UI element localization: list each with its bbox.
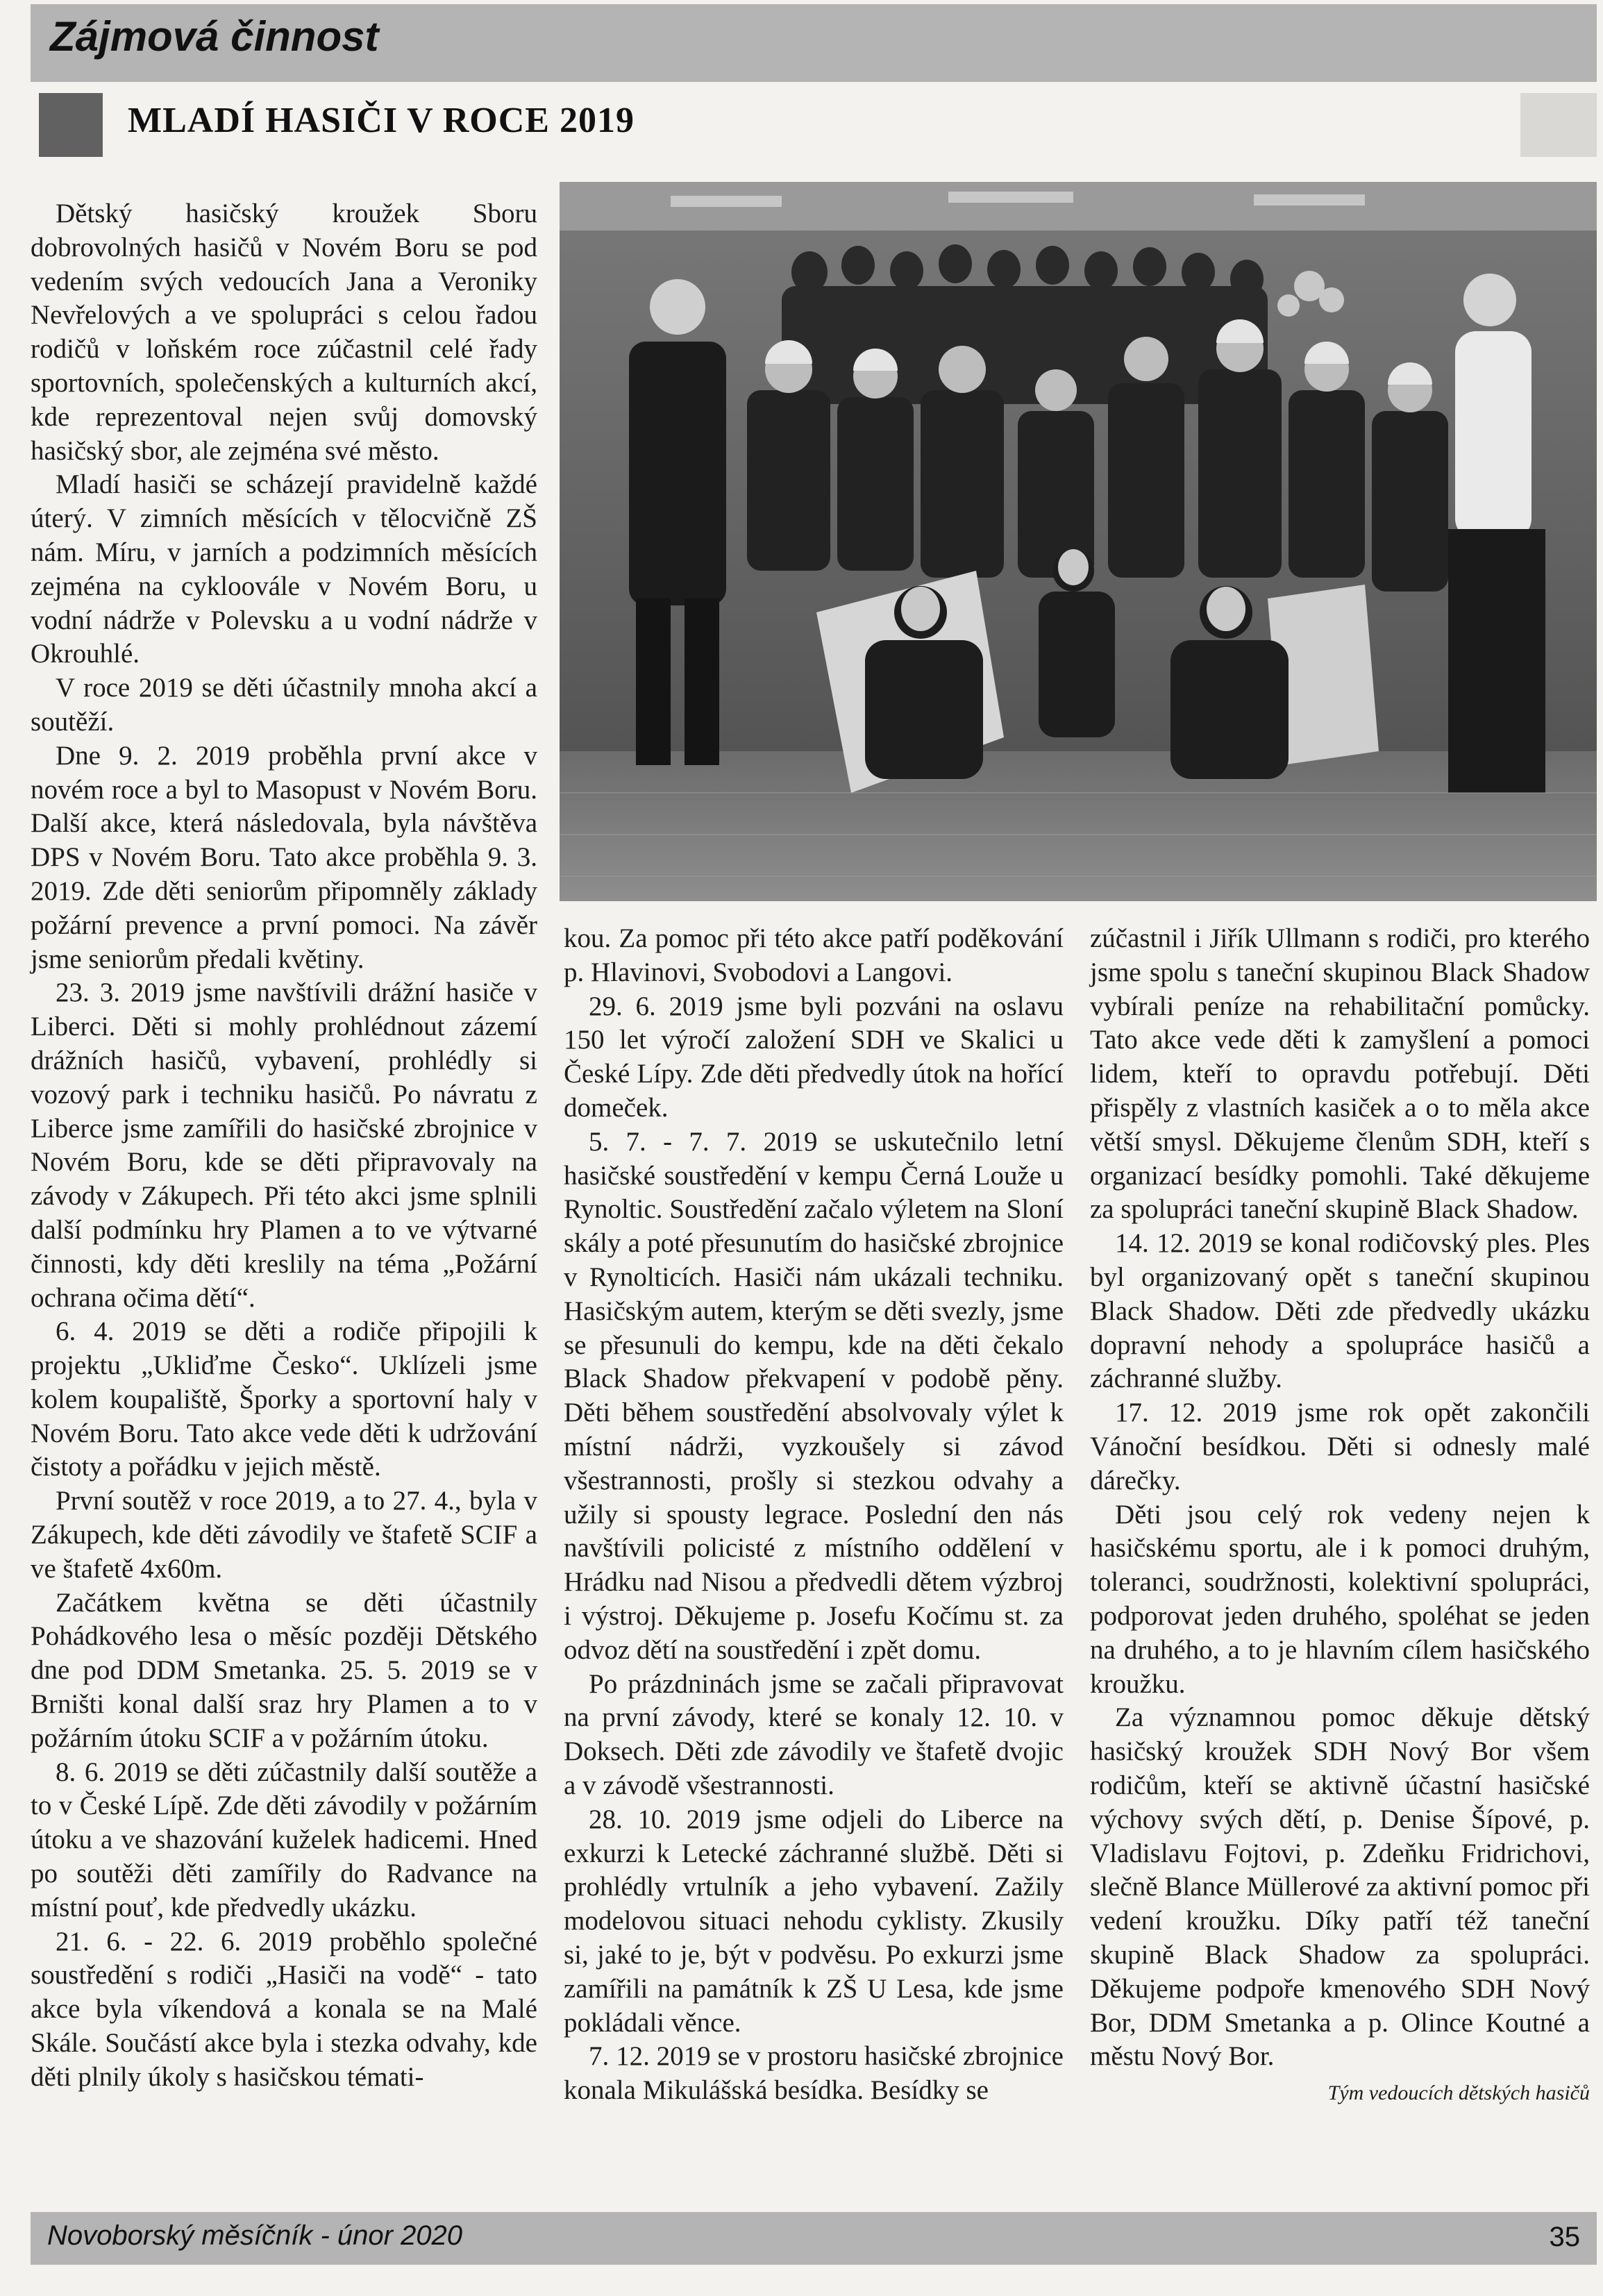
paragraph: Začátkem května se děti účastnily Pohádkového lesa o měsíc později Dětského dne pod DDM Smetanka. 25. 5. 2019 se v Brništi konal další sraz hry Plamen a to v požárním útoku SCIF a v požárním útoku. bbox=[31, 1587, 537, 1753]
paragraph: Děti jsou celý rok vedeny nejen k hasičskému sportu, ale i k pomoci druhým, toleranci, soudržnosti, kolektivní spolupráci, podporovat jeden druhého, spoléhat se jeden na druhého, a to je hlavním cílem hasičského kroužku. bbox=[1090, 1499, 1590, 1699]
group-photo bbox=[560, 182, 1597, 901]
paragraph: V roce 2019 se děti účastnily mnoha akcí a soutěží. bbox=[31, 673, 537, 737]
bleed-through-block bbox=[1520, 93, 1597, 157]
text-column-3 bbox=[1090, 922, 1590, 2144]
paragraph: 17. 12. 2019 jsme rok opět zakončili Vánoční besídkou. Děti si odnesly malé dárečky. bbox=[1090, 1398, 1590, 1495]
paragraph: Za významnou pomoc děkuje dětský hasičský kroužek SDH Nový Bor všem rodičům, kteří se aktivně účastní hasičské výchovy svých dětí, p. Denise Šípové, p. Vladislavu Fojtovi, p. Zdeňku Fridrichovi, slečně Blance Müllerové za aktivní pomoc při vedení kroužku. Díky patří též taneční skupině Black Shadow za spolupráci. Děkujeme podpoře kmenového SDH Nový Bor, DDM Smetanka a p. Olince Koutné a městu Nový Bor. bbox=[1090, 1702, 1590, 2072]
paragraph: Dne 9. 2. 2019 proběhla první akce v novém roce a byl to Masopust v Novém Boru. Další akce, která následovala, byla návštěva DPS v Novém Boru. Tato akce proběhla 9. 3. 2019. Zde děti seniorům připomněly základy požární prevence a první pomoci. Na závěr jsme seniorům předali květiny. bbox=[31, 740, 537, 974]
section-header bbox=[31, 4, 1597, 82]
paragraph: 6. 4. 2019 se děti a rodiče připojili k projektu „Ukliďme Česko“. Uklízeli jsme kolem koupaliště, Šporky a sportovní haly v Novém Boru. Tato akce vede děti k udržování čistoty a pořádku v jejich městě. bbox=[31, 1316, 537, 1482]
paragraph: 23. 3. 2019 jsme navštívili drážní hasiče v Liberci. Děti si mohly prohlédnout zázemí drážních hasičů, vybavení, prohlédly si vozový park i techniku hasičů. Po návratu z Liberce jsme zamířili do hasičské zbrojnice v Novém Boru, kde se děti připravovaly na závody v Zákupech. Při této akci jsme splnili další podmínku hry Plamen a to ve výtvarné činnosti, kdy děti kreslily na téma „Požární ochrana očima dětí“. bbox=[31, 978, 537, 1313]
paragraph: První soutěž v roce 2019, a to 27. 4., byla v Zákupech, kde děti závodily ve štafetě SCIF a ve štafetě 4x60m. bbox=[31, 1486, 537, 1584]
paragraph: 8. 6. 2019 se děti zúčastnily další soutěže a to v České Lípě. Zde děti závodily v požárním útoku a ve shazování kuželek hadicemi. Hned po soutěži děti zamířily do Radvance na místní pouť, kde předvedly ukázku. bbox=[31, 1757, 537, 1922]
paragraph: kou. Za pomoc při této akce patří poděkování p. Hlavinovi, Svobodovi a Langovi. bbox=[564, 923, 1064, 987]
page-number: 35 bbox=[1549, 2222, 1580, 2252]
paragraph: Po prázdninách jsme se začali připravovat na první závody, které se konaly 12. 10. v Doksech. Děti zde závodily ve štafetě dvojic a v závodě všestrannosti. bbox=[564, 1668, 1064, 1800]
paragraph: 14. 12. 2019 se konal rodičovský ples. Ples byl organizovaný opět s taneční skupinou Black Shadow. Děti zde předvedly ukázku dopravní nehody a spolupráce hasičů a záchranné služby. bbox=[1090, 1228, 1590, 1394]
paragraph: 5. 7. - 7. 7. 2019 se uskutečnilo letní hasičské soustředění v kempu Černá Louže u Rynoltic. Soustředění začalo výletem na Sloní skály a poté přesunutím do hasičské zbrojnice v Rynolticích. Hasiči nám ukázali techniku. Hasičským autem, kterým se děti svezly, jsme se přesunuli do kempu, kde na děti čekalo Black Shadow překvapení v podobě pěny. Děti během soustředění absolvovaly výlet k místní nádrži, vyzkoušely si závod všestrannosti, prošly si stezkou odvahy a užily si spousty legrace. Poslední den nás navštívili policisté z místního oddělení v Hrádku nad Nisou a předvedli dětem výzbroj i výstroj. Děkujeme p. Josefu Kočímu st. za odvoz dětí na soustředění i zpět domu. bbox=[564, 1126, 1064, 1665]
title-marker bbox=[39, 93, 103, 157]
paragraph: 29. 6. 2019 jsme byli pozváni na oslavu 150 let výročí založení SDH ve Skalici u České Lípy. Zde děti předvedly útok na hořící domeček. bbox=[564, 991, 1064, 1123]
paragraph: 7. 12. 2019 se v prostoru hasičské zbrojnice konala Mikulášská besídka. Besídky se bbox=[564, 2041, 1064, 2106]
paragraph: Mladí hasiči se scházejí pravidelně každé úterý. V zimních měsících v tělocvičně ZŠ nám. Míru, v jarních a podzimních měsících zejména na cykloovále v Novém Boru, u vodní nádrže v Polevsku a u vodní nádrže v Okrouhlé. bbox=[31, 469, 537, 669]
paragraph: 21. 6. - 22. 6. 2019 proběhlo společné soustředění s rodiči „Hasiči na vodě“ - tato akce byla víkendová a konala se na Malé Skále. Součástí akce byla i stezka odvahy, kde děti plnily úkoly s hasičskou témati- bbox=[31, 1926, 537, 2092]
magazine-issue: Novoborský měsíčník - únor 2020 bbox=[47, 2220, 463, 2251]
page-footer bbox=[31, 2212, 1597, 2265]
section-title: Zájmová činnost bbox=[50, 13, 379, 60]
paragraph: zúčastnil i Jiřík Ullmann s rodiči, pro kterého jsme spolu s taneční skupinou Black Shadow vybírali peníze na rehabilitační pomůcky. Tato akce vede děti k zamyšlení a pomoci lidem, kteří to opravdu potřebují. Děti přispěly z vlastních kasiček a o to měla akce větší smysl. Děkujeme členům SDH, kteří s organizací besídky pomohli. Také děkujeme za spolupráci taneční skupině Black Shadow. bbox=[1090, 923, 1590, 1225]
text-column-2 bbox=[564, 922, 1064, 2144]
article-signature: Tým vedoucích dětských hasičů bbox=[1327, 2081, 1590, 2105]
paragraph: Dětský hasičský kroužek Sboru dobrovolných hasičů v Novém Boru se pod vedením svých vedoucích Jana a Veroniky Nevřelových a ve spolupráci s celou řadou rodičů v loňském roce zúčastnil celé řady sportovních, společenských a kulturních akcí, kde reprezentoval nejen svůj domovský hasičský sbor, ale zejména své město. bbox=[31, 199, 537, 466]
article-title: MLADÍ HASIČI V ROCE 2019 bbox=[128, 101, 635, 140]
paragraph: 28. 10. 2019 jsme odjeli do Liberce na exkurzi k Letecké záchranné službě. Děti si prohlédly vrtulník a jeho vybavení. Zažily modelovou situaci nehodu cyklisty. Zkusily si, jaké to je, být v podvěsu. Po exkurzi jsme zamířili na památník k ZŠ U Lesa, kde jsme pokládali věnce. bbox=[564, 1804, 1064, 2038]
text-column-1 bbox=[31, 197, 537, 2113]
